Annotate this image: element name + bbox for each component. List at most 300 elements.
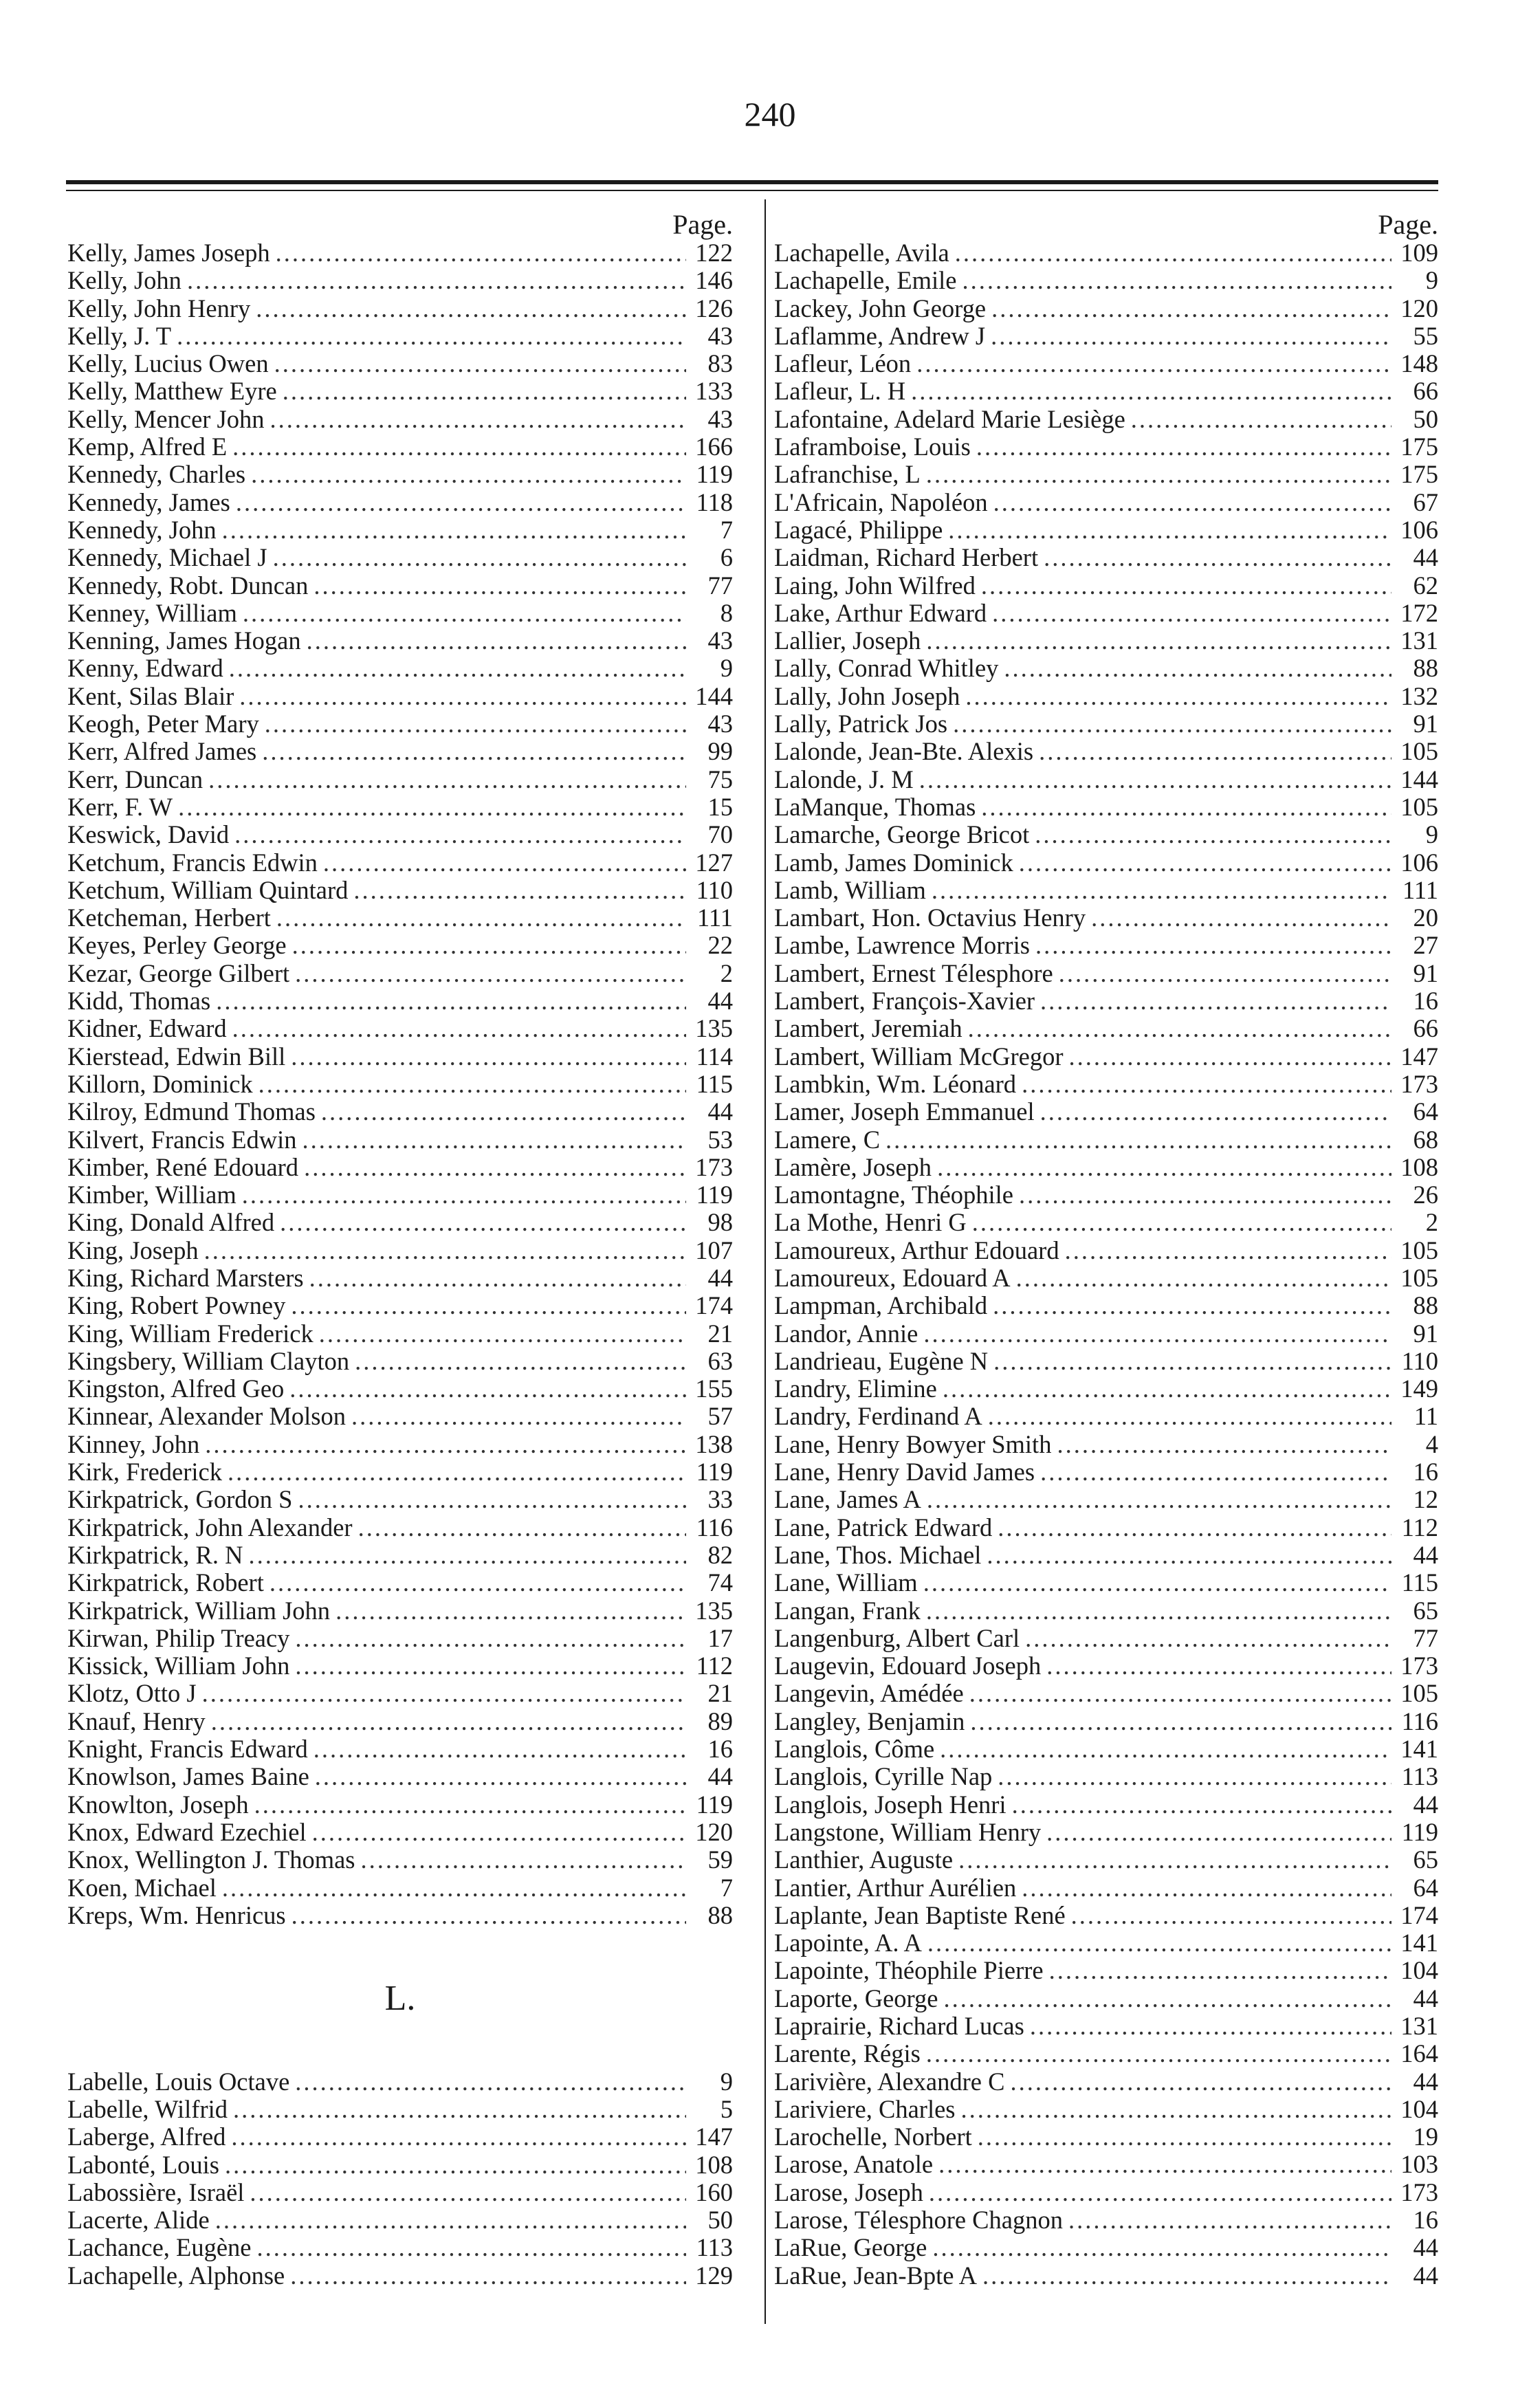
dot-leader: [243, 600, 686, 627]
entry-name: Kreps, Wm. Henricus: [67, 1900, 286, 1929]
index-entry: [67, 1680, 733, 1707]
entry-page: 43: [707, 404, 733, 433]
dot-leader: [932, 877, 1392, 904]
entry-name: Landry, Elimine: [774, 1374, 937, 1403]
index-entry: [774, 738, 1438, 765]
index-entry: [67, 2096, 733, 2123]
entry-name: Lambe, Lawrence Morris: [774, 931, 1030, 960]
index-entry: [67, 1292, 733, 1319]
dot-leader: [283, 377, 686, 405]
entry-name: Lachapelle, Avila: [774, 239, 949, 267]
entry-page: 108: [1400, 1152, 1438, 1181]
dot-leader: [1019, 849, 1392, 877]
dot-leader: [1065, 1237, 1392, 1264]
entry-name: Kenney, William: [67, 598, 237, 627]
entry-name: Keyes, Perley George: [67, 931, 287, 960]
entry-page: 57: [707, 1402, 733, 1431]
left-column: [67, 210, 733, 2290]
entry-page: 20: [1413, 903, 1438, 932]
entry-page: 147: [1400, 1042, 1438, 1071]
index-entry: [774, 1763, 1438, 1790]
dot-leader: [280, 1209, 686, 1236]
entry-page: 115: [1401, 1568, 1438, 1597]
index-entry: [774, 1541, 1438, 1569]
entry-page: 82: [707, 1540, 733, 1569]
dot-leader: [204, 1237, 686, 1264]
entry-name: Lamarche, George Bricot: [774, 820, 1030, 849]
entry-page: 50: [1413, 404, 1438, 433]
index-entry: [67, 2123, 733, 2151]
entry-page: 5: [720, 2094, 733, 2123]
index-entry: [67, 710, 733, 738]
entry-name: Kidner, Edward: [67, 1014, 227, 1043]
index-entry: [67, 1819, 733, 1846]
index-entry: [67, 1541, 733, 1569]
dot-leader: [361, 1846, 686, 1874]
entry-name: Knox, Edward Ezechiel: [67, 1817, 307, 1846]
entry-name: Kirwan, Philip Treacy: [67, 1623, 290, 1652]
right-column: [774, 210, 1438, 2290]
dot-leader: [993, 489, 1392, 516]
dot-leader: [1057, 1431, 1392, 1458]
entry-name: Kinnear, Alexander Molson: [67, 1402, 346, 1431]
entry-page: 21: [707, 1679, 733, 1708]
dot-leader: [178, 793, 686, 821]
entry-name: Keogh, Peter Mary: [67, 710, 259, 738]
entry-name: Larente, Régis: [774, 2039, 921, 2068]
dot-leader: [307, 627, 686, 655]
entry-name: Lamère, Joseph: [774, 1152, 932, 1181]
index-entry: [67, 1015, 733, 1042]
dot-leader: [916, 350, 1392, 377]
entry-page: 106: [1400, 515, 1438, 544]
index-entry: [774, 1597, 1438, 1625]
index-entry: [67, 322, 733, 350]
entry-page: 118: [696, 487, 733, 516]
entry-page: 141: [1400, 1929, 1438, 1957]
entry-page: 55: [1413, 321, 1438, 350]
dot-leader: [265, 710, 686, 738]
index-entry: [774, 572, 1438, 600]
entry-name: Lane, Thos. Michael: [774, 1540, 982, 1569]
entry-page: 70: [707, 820, 733, 849]
entry-name: Larose, Télesphore Chagnon: [774, 2206, 1063, 2235]
entry-page: 103: [1400, 2150, 1438, 2179]
index-entry: [67, 1154, 733, 1181]
entry-page: 9: [1425, 266, 1438, 295]
dot-leader: [1010, 2068, 1392, 2096]
entry-page: 114: [696, 1042, 733, 1071]
entry-name: Lackey, John George: [774, 294, 987, 322]
entry-name: Lampman, Archibald: [774, 1291, 988, 1320]
dot-leader: [1019, 1181, 1392, 1209]
right-column-page-header: Page.: [1378, 209, 1438, 240]
dot-leader: [208, 766, 686, 793]
entry-name: Lamere, C: [774, 1125, 881, 1154]
dot-leader: [215, 2206, 686, 2234]
dot-leader: [274, 350, 686, 377]
entry-name: Lachance, Eugène: [67, 2233, 252, 2262]
left-column-page-header: Page.: [672, 209, 733, 240]
index-entry: [774, 627, 1438, 655]
index-entry: [774, 2096, 1438, 2123]
entry-page: 131: [1400, 626, 1438, 655]
dot-leader: [1035, 932, 1392, 959]
index-entry: [774, 655, 1438, 682]
index-entry: [67, 1569, 733, 1596]
entry-page: 77: [1413, 1623, 1438, 1652]
dot-leader: [233, 2096, 686, 2123]
dot-leader: [236, 489, 686, 516]
index-entry: [774, 1846, 1438, 1874]
index-entry: [774, 1929, 1438, 1957]
entry-page: 44: [1413, 2261, 1438, 2290]
entry-name: Landrieau, Eugène N: [774, 1346, 989, 1375]
index-entry: [774, 683, 1438, 710]
entry-page: 8: [720, 598, 733, 627]
entry-name: Kirkpatrick, Gordon S: [67, 1485, 293, 1514]
section-heading-l: L.: [384, 1979, 416, 2019]
entry-page: 43: [707, 321, 733, 350]
dot-leader: [202, 1680, 686, 1707]
dot-leader: [927, 1486, 1392, 1513]
entry-name: Keswick, David: [67, 820, 230, 849]
entry-name: Larochelle, Norbert: [774, 2122, 972, 2151]
index-entry: [67, 2151, 733, 2179]
entry-name: Laflamme, Andrew J: [774, 321, 986, 350]
entry-page: 9: [1425, 820, 1438, 849]
entry-name: Kirkpatrick, Robert: [67, 1568, 264, 1597]
dot-leader: [289, 1375, 686, 1403]
dot-leader: [291, 1292, 686, 1319]
entry-name: Larose, Anatole: [774, 2150, 934, 2179]
entry-page: 64: [1413, 1873, 1438, 1902]
entry-name: Langlois, Cyrille Nap: [774, 1762, 993, 1791]
entry-page: 43: [707, 710, 733, 738]
entry-page: 133: [695, 377, 733, 406]
entry-page: 88: [707, 1900, 733, 1929]
dot-leader: [315, 1763, 686, 1790]
entry-name: Kenning, James Hogan: [67, 626, 301, 655]
entry-page: 44: [707, 1097, 733, 1126]
entry-name: Lake, Arthur Edward: [774, 598, 987, 627]
entry-page: 119: [1401, 1817, 1438, 1846]
dot-leader: [211, 1708, 686, 1735]
entry-name: Ketchum, Francis Edwin: [67, 848, 318, 877]
entry-page: 144: [1400, 765, 1438, 793]
entry-name: Kerr, Duncan: [67, 765, 204, 793]
index-entry: [67, 877, 733, 904]
entry-page: 67: [1413, 487, 1438, 516]
index-entry: [67, 932, 733, 959]
entry-page: 106: [1400, 848, 1438, 877]
entry-page: 44: [1413, 1984, 1438, 2012]
dot-leader: [225, 2151, 686, 2179]
entry-page: 111: [696, 903, 733, 932]
index-entry: [774, 1625, 1438, 1652]
entry-name: Kirkpatrick, John Alexander: [67, 1513, 353, 1541]
entry-name: Lally, John Joseph: [774, 681, 960, 710]
dot-leader: [1022, 1071, 1392, 1098]
index-entry: [67, 1126, 733, 1154]
entry-page: 99: [707, 737, 733, 766]
entry-name: Lapointe, Théophile Pierre: [774, 1956, 1044, 1985]
entry-page: 11: [1414, 1402, 1438, 1431]
index-entry: [774, 1458, 1438, 1486]
dot-leader: [1059, 960, 1392, 987]
entry-page: 111: [1402, 875, 1438, 904]
index-entry: [67, 1625, 733, 1652]
entry-name: Kemp, Alfred E: [67, 432, 228, 461]
entry-page: 6: [720, 543, 733, 572]
dot-leader: [1049, 1957, 1392, 1984]
dot-leader: [991, 295, 1392, 322]
entry-name: Langlois, Joseph Henri: [774, 1790, 1006, 1819]
entry-page: 127: [695, 848, 733, 877]
dot-leader: [323, 849, 686, 877]
dot-leader: [273, 544, 686, 571]
dot-leader: [1022, 1874, 1392, 1902]
index-entry: [774, 350, 1438, 377]
dot-leader: [232, 1015, 686, 1042]
dot-leader: [970, 1708, 1392, 1735]
entry-page: 43: [707, 626, 733, 655]
index-entry: [774, 766, 1438, 793]
entry-name: Kennedy, Robt. Duncan: [67, 571, 309, 600]
entry-name: LaRue, George: [774, 2233, 927, 2262]
dot-leader: [358, 1514, 686, 1541]
entry-name: Lafranchise, L: [774, 460, 921, 489]
entry-page: 4: [1425, 1429, 1438, 1458]
entry-page: 44: [1413, 2233, 1438, 2262]
index-entry: [67, 1458, 733, 1486]
entry-page: 109: [1400, 239, 1438, 267]
entry-name: Landry, Ferdinand A: [774, 1402, 982, 1431]
entry-name: King, Robert Powney: [67, 1291, 286, 1320]
index-entry: [67, 1264, 733, 1292]
dot-leader: [295, 1625, 686, 1652]
dot-leader: [1016, 1264, 1392, 1292]
entry-page: 129: [695, 2261, 733, 2290]
entry-page: 119: [696, 1181, 733, 1209]
entry-page: 9: [720, 654, 733, 683]
dot-leader: [290, 2262, 686, 2290]
entry-page: 44: [1413, 543, 1438, 572]
entry-page: 44: [707, 1762, 733, 1791]
entry-page: 44: [707, 1263, 733, 1292]
dot-leader: [353, 877, 686, 904]
index-entry: [774, 793, 1438, 821]
entry-page: 64: [1413, 1097, 1438, 1126]
entry-page: 15: [707, 792, 733, 821]
entry-name: Knox, Wellington J. Thomas: [67, 1845, 355, 1874]
dot-leader: [955, 239, 1392, 267]
entry-page: 16: [1413, 2206, 1438, 2235]
index-entry: [67, 1320, 733, 1348]
entry-name: Kennedy, John: [67, 515, 217, 544]
dot-leader: [187, 267, 686, 294]
entry-page: 132: [1400, 681, 1438, 710]
index-entry: [67, 406, 733, 433]
entry-name: Lambert, Ernest Télesphore: [774, 958, 1053, 987]
dot-leader: [960, 2096, 1392, 2123]
dot-leader: [976, 433, 1392, 461]
dot-leader: [251, 461, 686, 488]
index-entry: [774, 1043, 1438, 1071]
entry-name: Lambert, William McGregor: [774, 1042, 1064, 1071]
entry-name: Laing, John Wilfred: [774, 571, 976, 600]
entry-page: 16: [1413, 987, 1438, 1016]
dot-leader: [927, 1929, 1392, 1957]
index-entry: [67, 683, 733, 710]
dot-leader: [993, 1348, 1392, 1375]
index-entry: [774, 2206, 1438, 2234]
entry-name: Langley, Benjamin: [774, 1707, 965, 1735]
entry-name: LaRue, Jean-Bpte A: [774, 2261, 977, 2290]
dot-leader: [228, 1458, 686, 1486]
dot-leader: [319, 1320, 686, 1348]
entry-page: 59: [707, 1845, 733, 1874]
entry-name: Lamoureux, Edouard A: [774, 1263, 1011, 1292]
entry-name: Ketcheman, Herbert: [67, 903, 271, 932]
header-rule-thin: [66, 190, 1438, 191]
index-entry: [67, 1181, 733, 1209]
index-entry: [774, 2123, 1438, 2151]
entry-page: 68: [1413, 1125, 1438, 1154]
dot-leader: [1068, 2206, 1392, 2234]
entry-name: Kezar, George Gilbert: [67, 958, 290, 987]
dot-leader: [1046, 1819, 1392, 1846]
entry-page: 104: [1400, 2094, 1438, 2123]
index-entry: [67, 1514, 733, 1541]
index-entry: [67, 2206, 733, 2234]
header-rule-thick: [66, 180, 1438, 184]
index-entry: [67, 627, 733, 655]
entry-name: Larivière, Alexandre C: [774, 2067, 1005, 2096]
dot-leader: [993, 1292, 1392, 1319]
index-entry: [774, 2234, 1438, 2261]
entry-name: Lally, Patrick Jos: [774, 710, 948, 738]
index-entry: [67, 1735, 733, 1763]
entry-name: Langlois, Côme: [774, 1735, 935, 1764]
entry-page: 22: [707, 931, 733, 960]
entry-name: Kelly, Matthew Eyre: [67, 377, 277, 406]
entry-page: 166: [695, 432, 733, 461]
dot-leader: [312, 1819, 686, 1846]
index-entry: [774, 377, 1438, 405]
k-entries-list: [67, 239, 733, 1929]
index-entry: [67, 377, 733, 405]
index-entry: [774, 1514, 1438, 1541]
entry-name: Langevin, Amédée: [774, 1679, 964, 1708]
entry-page: 105: [1400, 737, 1438, 766]
index-entry: [67, 544, 733, 571]
entry-name: Lanthier, Auguste: [774, 1845, 954, 1874]
dot-leader: [978, 2123, 1392, 2151]
dot-leader: [295, 2068, 686, 2096]
index-entry: [774, 239, 1438, 267]
dot-leader: [1044, 544, 1392, 571]
entry-page: 66: [1413, 377, 1438, 406]
entry-name: Lally, Conrad Whitley: [774, 654, 999, 683]
entry-name: Kissick, William John: [67, 1652, 290, 1680]
dot-leader: [292, 1902, 686, 1929]
index-entry: [67, 1071, 733, 1098]
entry-name: Larose, Joseph: [774, 2177, 923, 2206]
entry-page: 155: [695, 1374, 733, 1403]
index-entry: [67, 516, 733, 544]
index-entry: [67, 1708, 733, 1735]
entry-page: 104: [1400, 1956, 1438, 1985]
entry-name: Knauf, Henry: [67, 1707, 206, 1735]
dot-leader: [1039, 738, 1392, 765]
index-entry: [774, 1486, 1438, 1513]
entry-page: 173: [695, 1152, 733, 1181]
entry-page: 164: [1400, 2039, 1438, 2068]
index-entry: [774, 1957, 1438, 1984]
entry-page: 33: [707, 1485, 733, 1514]
entry-name: Koen, Michael: [67, 1873, 217, 1902]
index-entry: [67, 1902, 733, 1929]
entry-page: 44: [1413, 2067, 1438, 2096]
entry-page: 113: [696, 2233, 733, 2262]
entry-name: Kilroy, Edmund Thomas: [67, 1097, 316, 1126]
page-number: 240: [744, 95, 796, 133]
entry-page: 66: [1413, 1014, 1438, 1043]
index-entry: [67, 1431, 733, 1458]
index-entry: [774, 1985, 1438, 2012]
entry-page: 53: [707, 1125, 733, 1154]
dot-leader: [923, 1320, 1392, 1348]
dot-leader: [295, 960, 686, 987]
index-entry: [774, 960, 1438, 987]
index-entry: [774, 1071, 1438, 1098]
index-entry: [67, 1237, 733, 1264]
entry-name: L'Africain, Napoléon: [774, 487, 988, 516]
index-entry: [774, 1126, 1438, 1154]
entry-name: Kelly, John: [67, 266, 182, 295]
index-entry: [67, 433, 733, 461]
index-entry: [774, 2262, 1438, 2290]
dot-leader: [940, 1735, 1392, 1763]
index-entry: [774, 849, 1438, 877]
dot-leader: [988, 1403, 1392, 1430]
dot-leader: [291, 1043, 686, 1071]
entry-page: 115: [696, 1069, 733, 1098]
entry-name: LaManque, Thomas: [774, 792, 976, 821]
dot-leader: [981, 572, 1392, 600]
entry-name: Laplante, Jean Baptiste René: [774, 1900, 1066, 1929]
entry-name: Kilvert, Francis Edwin: [67, 1125, 297, 1154]
index-entry: [67, 655, 733, 682]
entry-page: 107: [695, 1236, 733, 1264]
index-entry: [67, 572, 733, 600]
entry-name: Laidman, Richard Herbert: [774, 543, 1039, 572]
dot-leader: [1012, 1791, 1392, 1819]
entry-page: 44: [707, 987, 733, 1016]
index-entry: [67, 2179, 733, 2206]
dot-leader: [929, 2179, 1392, 2206]
dot-leader: [926, 461, 1392, 488]
entry-page: 74: [707, 1568, 733, 1597]
index-entry: [774, 1569, 1438, 1596]
entry-page: 135: [695, 1014, 733, 1043]
index-entry: [67, 1348, 733, 1375]
entry-page: 75: [707, 765, 733, 793]
entry-page: 135: [695, 1596, 733, 1625]
index-entry: [67, 1486, 733, 1513]
dot-leader: [205, 1431, 686, 1458]
